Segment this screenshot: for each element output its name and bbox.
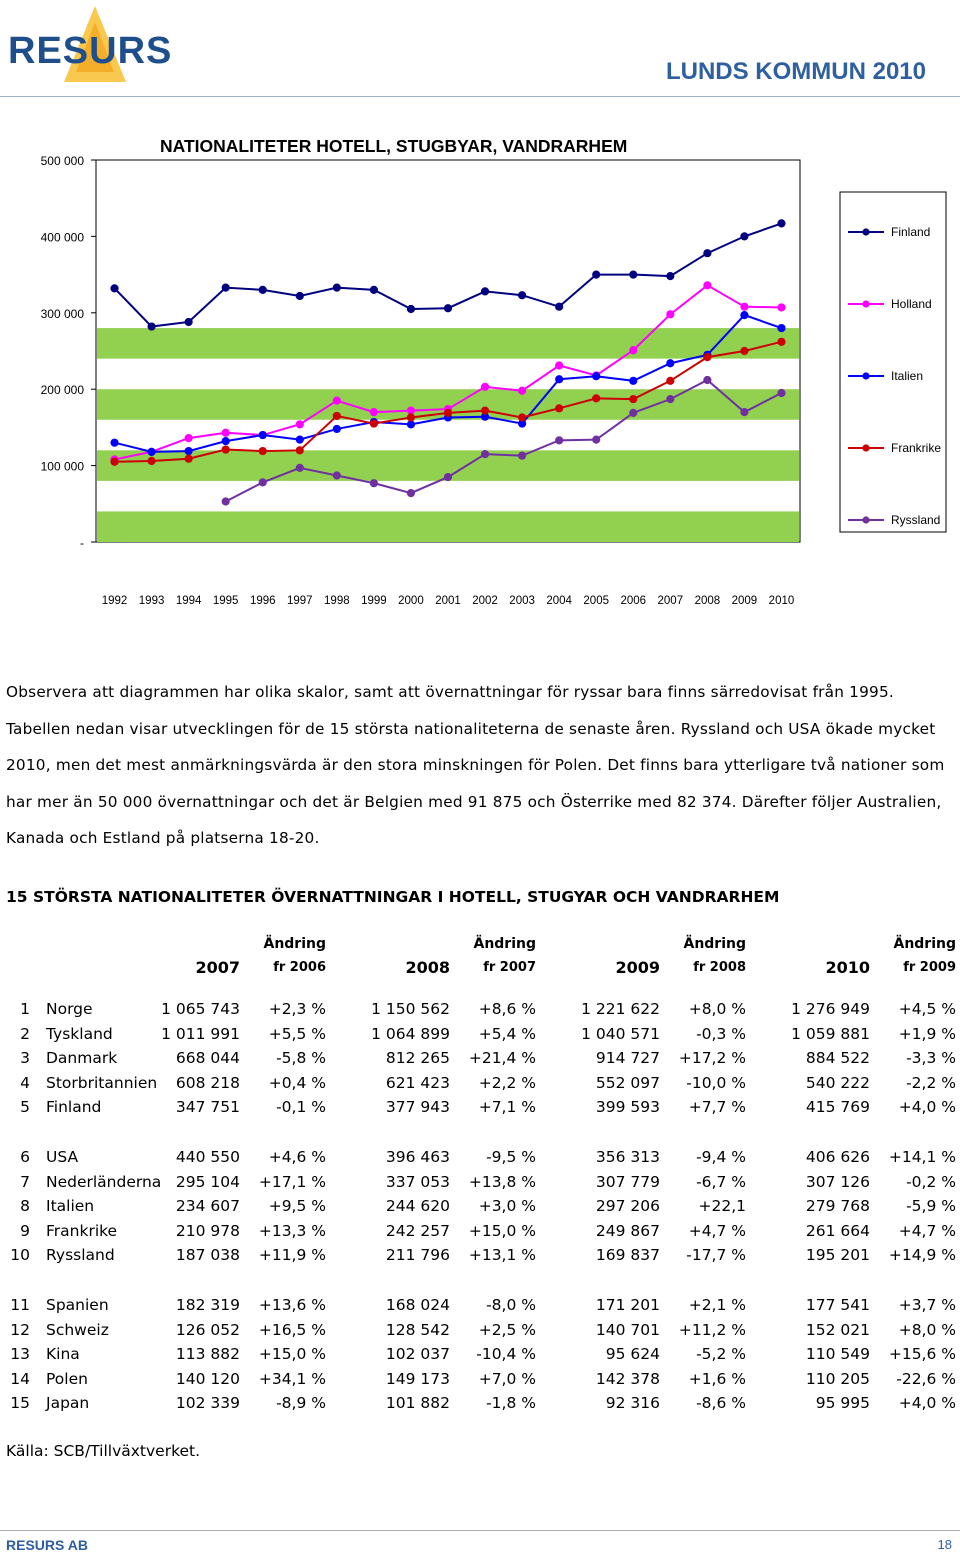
data-point-frankrike: [778, 338, 785, 345]
data-point-italien: [222, 438, 229, 445]
data-point-frankrike: [519, 414, 526, 421]
value-cell: 187 038: [175, 1246, 240, 1265]
change-cell: -2,2 %: [906, 1073, 956, 1092]
y-tick-label: 500 000: [40, 154, 84, 168]
change-cell: -22,6 %: [896, 1369, 956, 1388]
rank-cell: 6: [20, 1148, 30, 1166]
change-cell: +21,4 %: [468, 1049, 536, 1068]
data-point-frankrike: [296, 447, 303, 454]
change-cell: +34,1 %: [258, 1369, 326, 1388]
change-cell: +3,0 %: [478, 1197, 536, 1216]
country-cell: Polen: [46, 1369, 88, 1388]
data-point-holland: [630, 347, 637, 354]
value-cell: 126 052: [175, 1320, 240, 1339]
data-point-finland: [630, 271, 637, 278]
x-tick-label: 2000: [398, 595, 424, 607]
value-cell: 406 626: [805, 1148, 870, 1166]
data-point-finland: [444, 305, 451, 312]
data-point-ryssland: [741, 409, 748, 416]
change-cell: +8,6 %: [478, 1000, 536, 1018]
change-cell: -6,7 %: [696, 1172, 746, 1191]
change-cell: +2,3 %: [268, 1000, 326, 1018]
data-point-ryssland: [519, 452, 526, 459]
change-cell: +4,7 %: [898, 1221, 956, 1240]
value-cell: 177 541: [805, 1296, 870, 1314]
data-point-italien: [296, 436, 303, 443]
change-cell: -5,9 %: [906, 1197, 956, 1216]
data-point-ryssland: [593, 436, 600, 443]
data-point-finland: [148, 323, 155, 330]
data-point-finland: [481, 288, 488, 295]
change-cell: +4,5 %: [898, 1000, 956, 1018]
column-change-label: Ändring: [683, 936, 746, 952]
value-cell: 1 064 899: [371, 1024, 450, 1043]
column-change-from: fr 2009: [903, 960, 956, 975]
resurs-logo: [4, 2, 173, 94]
change-cell: -5,8 %: [276, 1049, 326, 1068]
value-cell: 142 378: [595, 1369, 660, 1388]
legend-label: Frankrike: [891, 441, 942, 455]
column-change-label: Ändring: [263, 936, 326, 952]
change-cell: -10,0 %: [686, 1073, 746, 1092]
legend-marker: [862, 444, 869, 451]
value-cell: 1 150 562: [371, 1000, 450, 1018]
data-point-holland: [370, 409, 377, 416]
country-cell: Italien: [46, 1197, 95, 1216]
data-point-frankrike: [148, 457, 155, 464]
x-tick-label: 1993: [138, 595, 165, 607]
data-point-ryssland: [630, 409, 637, 416]
value-cell: 396 463: [385, 1148, 450, 1166]
value-cell: 307 779: [595, 1172, 660, 1191]
y-tick-label: 100 000: [40, 459, 84, 474]
column-year: 2008: [405, 958, 450, 977]
value-cell: 249 867: [595, 1221, 660, 1240]
data-point-finland: [667, 273, 674, 280]
country-cell: Nederländerna: [46, 1172, 162, 1191]
data-point-finland: [778, 220, 785, 227]
change-cell: -1,8 %: [486, 1394, 536, 1413]
change-cell: +11,2 %: [678, 1320, 746, 1339]
value-cell: 415 769: [805, 1098, 870, 1117]
legend-label: Finland: [891, 225, 931, 239]
background-band: [97, 328, 799, 359]
rank-cell: 5: [20, 1098, 30, 1117]
value-cell: 377 943: [385, 1098, 450, 1117]
value-cell: 92 316: [605, 1394, 660, 1413]
value-cell: 440 550: [175, 1148, 240, 1166]
data-point-finland: [519, 292, 526, 299]
data-point-italien: [593, 373, 600, 380]
value-cell: 152 021: [805, 1320, 870, 1339]
change-cell: +5,4 %: [478, 1024, 536, 1043]
legend-marker: [862, 228, 869, 235]
change-cell: +13,1 %: [468, 1246, 536, 1265]
change-cell: +7,1 %: [478, 1098, 536, 1117]
rank-cell: 10: [10, 1246, 30, 1265]
change-cell: +22,1: [698, 1197, 746, 1216]
data-point-italien: [148, 448, 155, 455]
rank-cell: 2: [20, 1024, 30, 1043]
change-cell: -8,9 %: [276, 1394, 326, 1413]
value-cell: 242 257: [385, 1221, 450, 1240]
country-cell: Japan: [46, 1394, 90, 1413]
change-cell: -8,6 %: [696, 1394, 746, 1413]
value-cell: 1 276 949: [791, 1000, 870, 1018]
change-cell: -9,5 %: [486, 1148, 536, 1166]
header-divider: [0, 96, 960, 97]
data-point-finland: [333, 284, 340, 291]
data-point-ryssland: [556, 437, 563, 444]
data-point-ryssland: [259, 479, 266, 486]
data-point-ryssland: [407, 490, 414, 497]
body-paragraph: Observera att diagrammen har olika skalor, samt att övernattningar för ryssar bara finns särredovisat från 1995. Tabellen nedan visar utvecklingen för de 15 största nationaliteterna de senaste åren. Ryssland och USA ökade mycket 2010, men det mest anmärkningsvärda är den stora minskningen för Polen. Det finns bara ytterligare två nationer som har mer än 50 000 övernattningar och det är Belgien med 91 875 och Österrike med 82 374. Därefter följer Australien, Kanada och Estland på platserna 18-20.: [6, 683, 945, 847]
change-cell: +4,7 %: [688, 1221, 746, 1240]
value-cell: 1 065 743: [161, 1000, 240, 1018]
data-point-italien: [556, 376, 563, 383]
change-cell: +4,6 %: [268, 1148, 326, 1166]
x-tick-label: 2005: [583, 595, 610, 607]
x-tick-label: 2008: [694, 595, 721, 607]
data-point-holland: [185, 434, 192, 441]
data-point-finland: [296, 292, 303, 299]
change-cell: -3,3 %: [906, 1049, 956, 1068]
country-cell: Schweiz: [46, 1320, 109, 1339]
change-cell: +16,5 %: [258, 1320, 326, 1339]
data-point-holland: [741, 303, 748, 310]
column-change-from: fr 2008: [693, 960, 746, 975]
column-change-from: fr 2007: [483, 960, 536, 975]
data-point-frankrike: [704, 354, 711, 361]
y-tick-label: 300 000: [40, 306, 84, 321]
data-point-italien: [630, 377, 637, 384]
x-tick-label: 2004: [546, 595, 572, 607]
rank-cell: 11: [10, 1296, 30, 1314]
data-point-holland: [778, 304, 785, 311]
change-cell: +13,3 %: [258, 1221, 326, 1240]
column-change-label: Ändring: [473, 936, 536, 952]
x-tick-label: 2006: [620, 595, 647, 607]
line-chart: [0, 100, 960, 630]
rank-cell: 8: [20, 1197, 30, 1216]
x-tick-label: 2010: [768, 595, 795, 607]
value-cell: 337 053: [385, 1172, 450, 1191]
change-cell: +4,0 %: [898, 1394, 956, 1413]
data-point-italien: [185, 447, 192, 454]
value-cell: 884 522: [805, 1049, 870, 1068]
value-cell: 102 037: [385, 1345, 450, 1364]
value-cell: 210 978: [175, 1221, 240, 1240]
x-tick-label: 1997: [286, 595, 313, 607]
data-point-frankrike: [407, 414, 414, 421]
value-cell: 1 011 991: [161, 1024, 240, 1043]
x-tick-label: 1996: [249, 595, 276, 607]
rank-cell: 14: [10, 1369, 30, 1388]
change-cell: +15,6 %: [888, 1345, 956, 1364]
rank-cell: 1: [20, 1000, 30, 1018]
change-cell: +13,6 %: [258, 1296, 326, 1314]
data-point-ryssland: [481, 451, 488, 458]
change-cell: -0,1 %: [276, 1098, 326, 1117]
page-number: 18: [937, 1537, 952, 1552]
change-cell: +17,2 %: [678, 1049, 746, 1068]
change-cell: -8,0 %: [486, 1296, 536, 1314]
value-cell: 140 701: [595, 1320, 660, 1339]
data-point-holland: [222, 429, 229, 436]
change-cell: +15,0 %: [468, 1221, 536, 1240]
chart-title: NATIONALITETER HOTELL, STUGBYAR, VANDRARHEM: [160, 136, 628, 156]
data-point-ryssland: [704, 376, 711, 383]
data-point-frankrike: [593, 395, 600, 402]
y-tick-label: 400 000: [40, 230, 84, 245]
data-point-italien: [778, 324, 785, 331]
change-cell: +1,6 %: [688, 1369, 746, 1388]
data-point-frankrike: [630, 396, 637, 403]
x-tick-label: 1994: [175, 595, 202, 607]
data-point-ryssland: [444, 473, 451, 480]
column-year: 2007: [195, 958, 240, 977]
value-cell: 914 727: [595, 1049, 660, 1068]
x-tick-label: 1995: [212, 595, 239, 607]
data-point-finland: [185, 318, 192, 325]
data-point-ryssland: [778, 389, 785, 396]
value-cell: 110 205: [805, 1369, 870, 1388]
change-cell: +13,8 %: [468, 1172, 536, 1191]
value-cell: 171 201: [595, 1296, 660, 1314]
data-point-italien: [667, 360, 674, 367]
source-note: Källa: SCB/Tillväxtverket.: [6, 1442, 201, 1460]
data-point-holland: [481, 383, 488, 390]
column-change-label: Ändring: [893, 936, 956, 952]
country-cell: Finland: [46, 1098, 102, 1117]
change-cell: -10,4 %: [476, 1345, 536, 1364]
data-point-frankrike: [111, 458, 118, 465]
value-cell: 1 221 622: [581, 1000, 660, 1018]
data-point-frankrike: [741, 347, 748, 354]
column-year: 2010: [825, 958, 870, 977]
change-cell: +14,1 %: [888, 1148, 956, 1166]
country-cell: USA: [46, 1148, 79, 1166]
data-point-holland: [667, 311, 674, 318]
change-cell: +2,2 %: [478, 1073, 536, 1092]
change-cell: -0,2 %: [906, 1172, 956, 1191]
logo-text: RESURS: [8, 30, 173, 72]
value-cell: 113 882: [175, 1345, 240, 1364]
country-cell: Frankrike: [46, 1221, 118, 1240]
value-cell: 347 751: [175, 1098, 240, 1117]
value-cell: 149 173: [385, 1369, 450, 1388]
value-cell: 182 319: [175, 1296, 240, 1314]
data-point-italien: [407, 421, 414, 428]
data-point-finland: [556, 303, 563, 310]
value-cell: 297 206: [595, 1197, 660, 1216]
data-point-holland: [519, 387, 526, 394]
value-cell: 95 624: [605, 1345, 660, 1364]
rank-cell: 3: [20, 1049, 30, 1068]
value-cell: 244 620: [385, 1197, 450, 1216]
change-cell: +7,7 %: [688, 1098, 746, 1117]
value-cell: 668 044: [175, 1049, 240, 1068]
data-point-frankrike: [222, 446, 229, 453]
country-cell: Storbritannien: [46, 1073, 158, 1092]
data-point-finland: [741, 233, 748, 240]
data-point-frankrike: [667, 377, 674, 384]
data-point-frankrike: [333, 412, 340, 419]
value-cell: 95 995: [815, 1394, 870, 1413]
x-tick-label: 2002: [472, 595, 498, 607]
change-cell: +3,7 %: [898, 1296, 956, 1314]
value-cell: 1 040 571: [581, 1024, 660, 1043]
rank-cell: 12: [10, 1320, 30, 1339]
footer-divider: [0, 1530, 960, 1531]
data-point-ryssland: [667, 396, 674, 403]
rank-cell: 4: [20, 1073, 30, 1092]
value-cell: 234 607: [175, 1197, 240, 1216]
rank-cell: 15: [10, 1394, 30, 1413]
country-cell: Danmark: [46, 1049, 118, 1068]
data-point-italien: [111, 439, 118, 446]
legend-label: Holland: [891, 297, 932, 311]
value-cell: 295 104: [175, 1172, 240, 1191]
change-cell: +8,0 %: [898, 1320, 956, 1339]
data-point-italien: [333, 425, 340, 432]
value-cell: 540 222: [805, 1073, 870, 1092]
background-band: [97, 511, 799, 542]
change-cell: -0,3 %: [696, 1024, 746, 1043]
change-cell: +1,9 %: [898, 1024, 956, 1043]
value-cell: 812 265: [385, 1049, 450, 1068]
country-cell: Tyskland: [46, 1024, 113, 1043]
legend-marker: [862, 516, 869, 523]
value-cell: 110 549: [805, 1345, 870, 1364]
value-cell: 356 313: [595, 1148, 660, 1166]
x-tick-label: 1992: [101, 595, 128, 607]
column-change-from: fr 2006: [273, 960, 326, 975]
change-cell: +2,5 %: [478, 1320, 536, 1339]
data-point-holland: [704, 282, 711, 289]
rank-cell: 13: [10, 1345, 30, 1364]
data-point-frankrike: [185, 455, 192, 462]
value-cell: 279 768: [805, 1197, 870, 1216]
y-tick-label: -: [80, 536, 84, 550]
x-tick-label: 2001: [435, 595, 461, 607]
legend-label: Ryssland: [891, 513, 941, 527]
value-cell: 102 339: [175, 1394, 240, 1413]
value-cell: 621 423: [385, 1073, 450, 1092]
change-cell: +0,4 %: [268, 1073, 326, 1092]
value-cell: 307 126: [805, 1172, 870, 1191]
data-point-finland: [370, 286, 377, 293]
data-point-finland: [111, 285, 118, 292]
change-cell: +2,1 %: [688, 1296, 746, 1314]
data-point-finland: [259, 286, 266, 293]
column-year: 2009: [615, 958, 660, 977]
change-cell: +8,0 %: [688, 1000, 746, 1018]
data-point-ryssland: [333, 472, 340, 479]
rank-cell: 7: [20, 1172, 30, 1191]
change-cell: +15,0 %: [258, 1345, 326, 1364]
x-tick-label: 2003: [509, 595, 535, 607]
x-tick-label: 1998: [324, 595, 350, 607]
data-point-italien: [741, 311, 748, 318]
change-cell: +7,0 %: [478, 1369, 536, 1388]
legend-marker: [862, 300, 869, 307]
value-cell: 169 837: [595, 1246, 660, 1265]
data-point-ryssland: [222, 498, 229, 505]
data-point-finland: [593, 271, 600, 278]
value-cell: 211 796: [385, 1246, 450, 1265]
data-point-frankrike: [370, 420, 377, 427]
value-cell: 608 218: [175, 1073, 240, 1092]
value-cell: 399 593: [595, 1098, 660, 1117]
x-tick-label: 2007: [657, 595, 684, 607]
change-cell: +4,0 %: [898, 1098, 956, 1117]
legend-label: Italien: [891, 369, 924, 383]
data-point-holland: [296, 421, 303, 428]
data-point-ryssland: [370, 480, 377, 487]
change-cell: -17,7 %: [686, 1246, 746, 1265]
change-cell: +17,1 %: [258, 1172, 326, 1191]
data-point-ryssland: [296, 464, 303, 471]
data-point-finland: [222, 284, 229, 291]
legend-marker: [862, 372, 869, 379]
change-cell: +14,9 %: [888, 1246, 956, 1265]
change-cell: +5,5 %: [268, 1024, 326, 1043]
country-cell: Spanien: [46, 1296, 109, 1314]
value-cell: 261 664: [805, 1221, 870, 1240]
footer-company: RESURS AB: [6, 1537, 88, 1553]
value-cell: 140 120: [175, 1369, 240, 1388]
data-point-holland: [556, 362, 563, 369]
x-tick-label: 1999: [361, 595, 387, 607]
value-cell: 168 024: [385, 1296, 450, 1314]
value-cell: 101 882: [385, 1394, 450, 1413]
value-cell: 1 059 881: [791, 1024, 870, 1043]
data-point-frankrike: [481, 407, 488, 414]
country-cell: Ryssland: [46, 1246, 115, 1265]
y-tick-label: 200 000: [40, 383, 84, 398]
change-cell: -5,2 %: [696, 1345, 746, 1364]
x-tick-label: 2009: [731, 595, 758, 607]
rank-cell: 9: [20, 1221, 30, 1240]
table-title: 15 STÖRSTA NATIONALITETER ÖVERNATTNINGAR I HOTELL, STUGYAR OCH VANDRARHEM: [6, 888, 780, 906]
change-cell: +9,5 %: [268, 1197, 326, 1216]
document-header-title: LUNDS KOMMUN 2010: [665, 58, 926, 85]
data-point-italien: [259, 431, 266, 438]
value-cell: 552 097: [595, 1073, 660, 1092]
change-cell: +11,9 %: [258, 1246, 326, 1265]
data-point-holland: [407, 407, 414, 414]
value-cell: 195 201: [805, 1246, 870, 1265]
data-point-frankrike: [556, 405, 563, 412]
country-cell: Norge: [46, 1000, 93, 1018]
data-point-finland: [704, 250, 711, 257]
data-point-finland: [407, 305, 414, 312]
value-cell: 128 542: [385, 1320, 450, 1339]
legend-box: [840, 192, 946, 532]
data-point-frankrike: [259, 447, 266, 454]
data-point-frankrike: [444, 409, 451, 416]
country-cell: Kina: [46, 1345, 80, 1364]
data-point-holland: [333, 397, 340, 404]
change-cell: -9,4 %: [696, 1148, 746, 1166]
